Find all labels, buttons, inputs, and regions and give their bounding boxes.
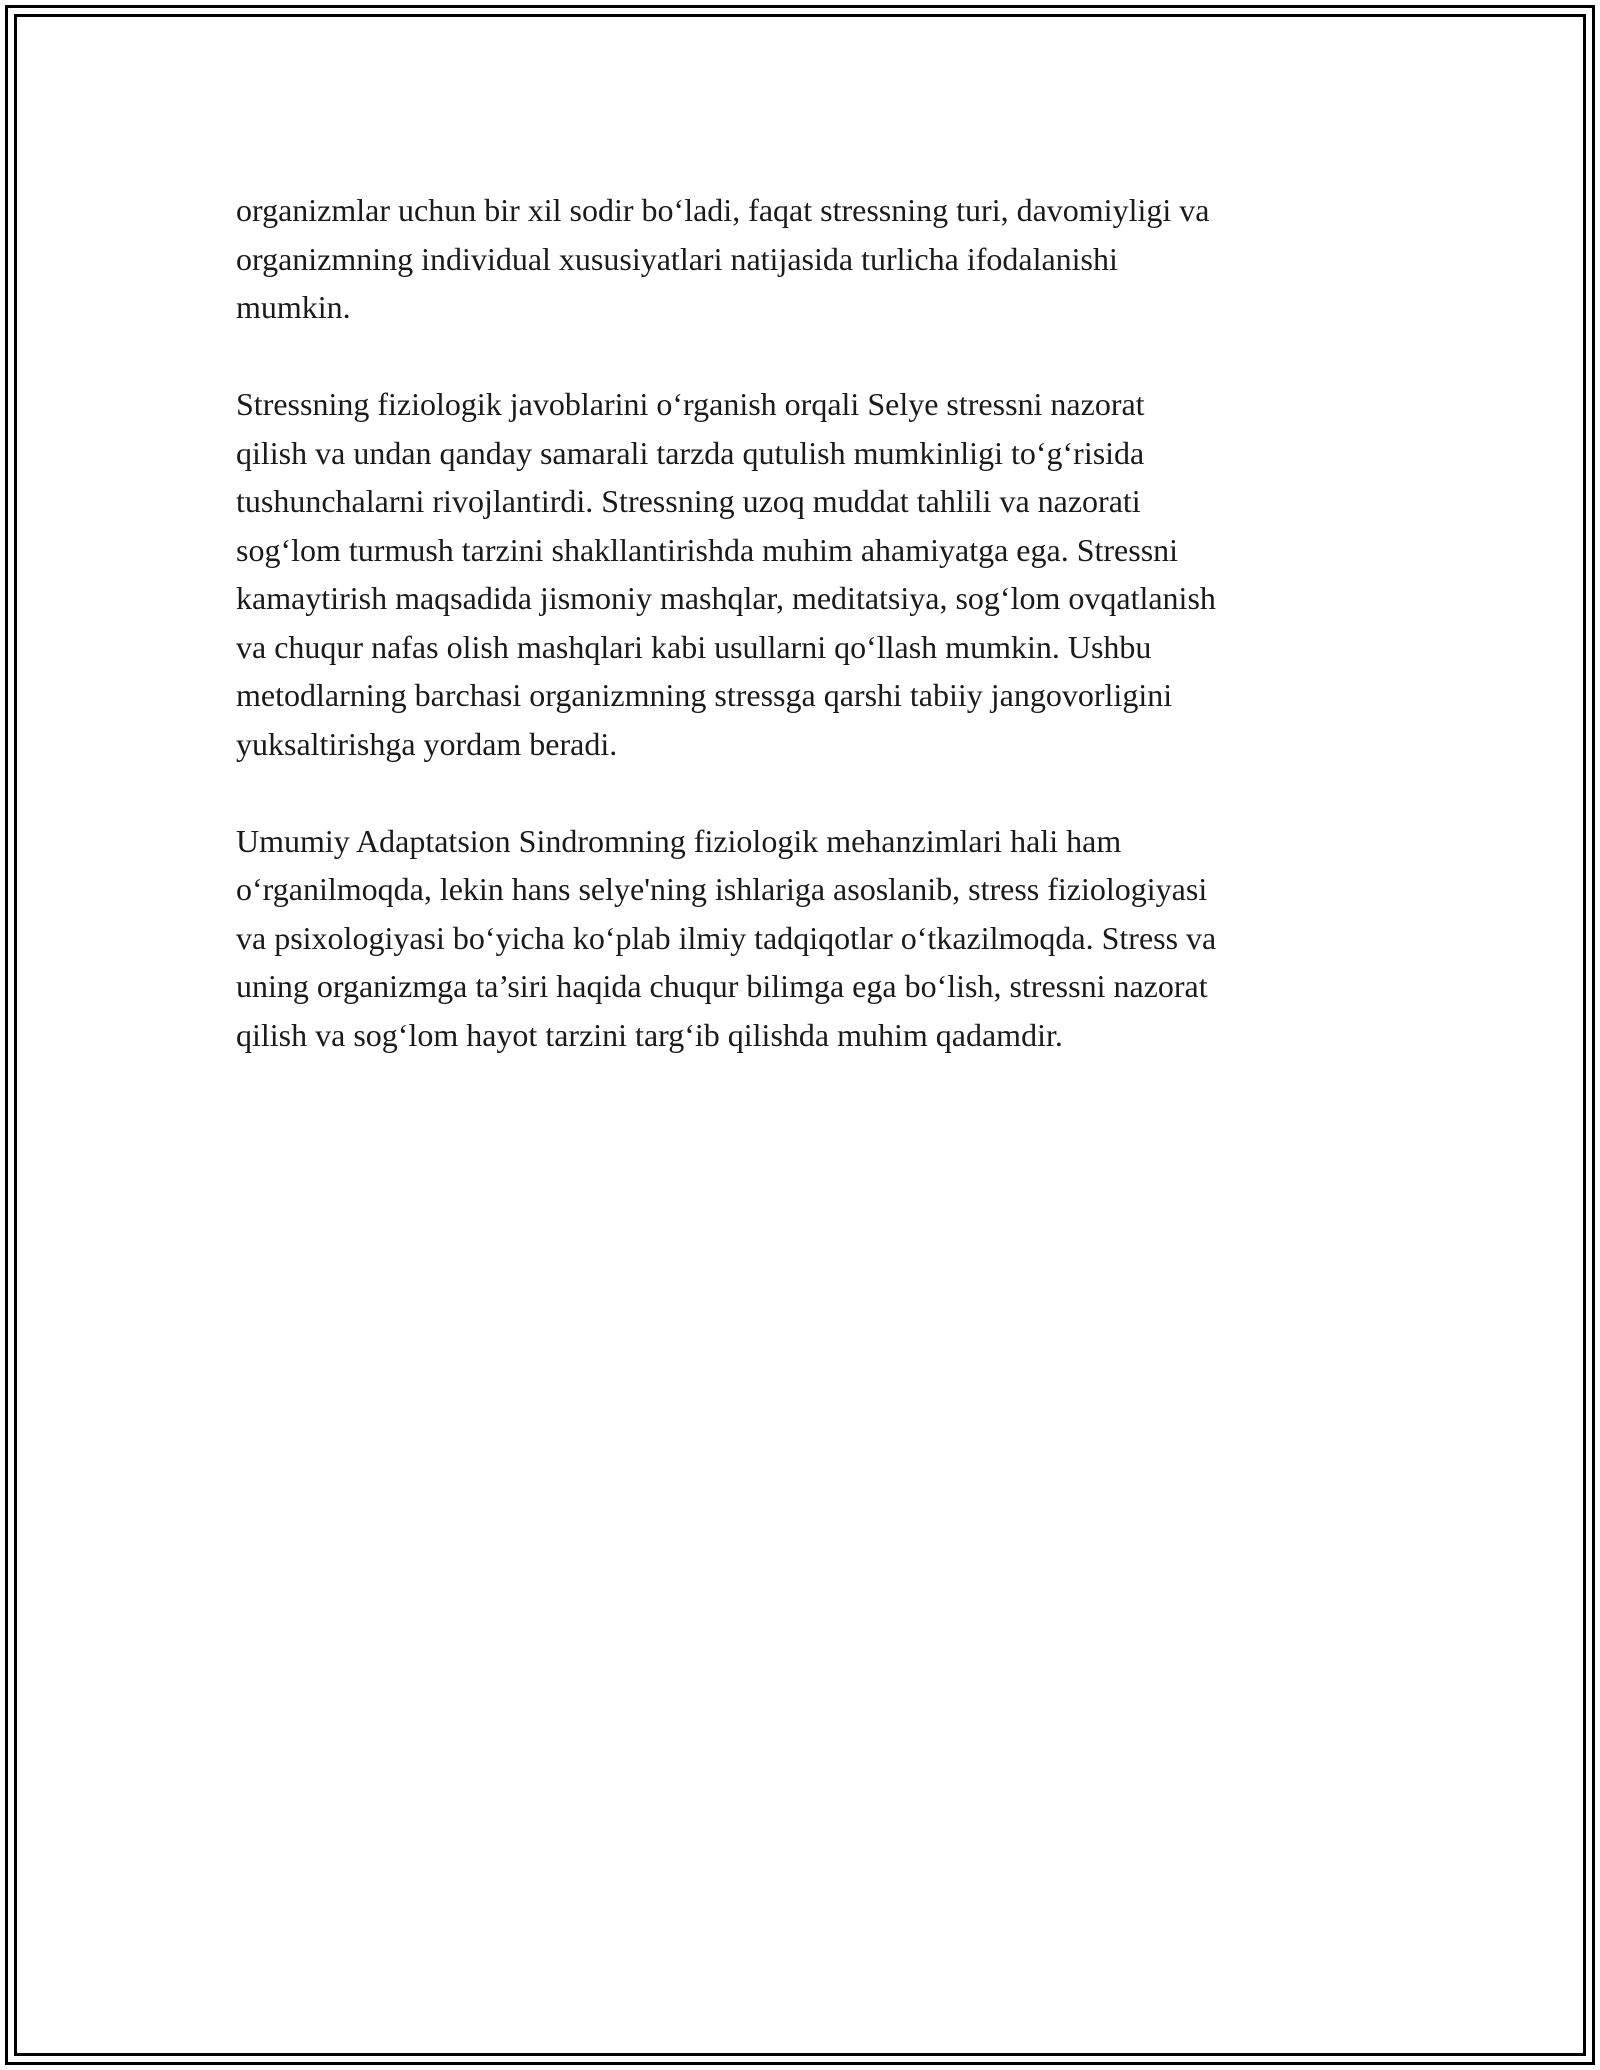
paragraph-3: Umumiy Adaptatsion Sindromning fiziologik mehanzimlari hali ham o‘rganilmoqda, lekin hans selye'ning ishlariga asoslanib, stress fiziologiyasi va psixologiyasi bo‘yicha ko‘plab ilmiy tadqiqotlar o‘tkazilmoqda. Stress va uning organizmga ta’siri haqida chuqur bilimga ega bo‘lish, stressni nazorat qilish va sog‘lom hayot tarzini targ‘ib qilishda muhim qadamdir.: [236, 822, 1217, 1053]
paragraph-2: Stressning fiziologik javoblarini o‘rganish orqali Selye stressni nazorat qilish va undan qanday samarali tarzda qutulish mumkinligi to‘g‘risida tushunchalarni rivojlantirdi. Stressning uzoq muddat tahlili va nazorati sog‘lom turmush tarzini shakllantirishda muhim ahamiyatga ega. Stressni kamaytirish maqsadida jismoniy mashqlar, meditatsiya, sog‘lom ovqatlanish va chuqur nafas olish mashqlari kabi usullarni qo‘llash mumkin. Ushbu metodlarning barchasi organizmning stressga qarshi tabiiy jangovorligini yuksaltirishga yordam beradi.: [236, 386, 1216, 762]
page-body: [236, 186, 1376, 1108]
paragraph-1: organizmlar uchun bir xil sodir bo‘ladi, faqat stressning turi, davomiyligi va organizmning individual xususiyatlari natijasida turlicha ifodalanishi mumkin.: [236, 192, 1210, 325]
